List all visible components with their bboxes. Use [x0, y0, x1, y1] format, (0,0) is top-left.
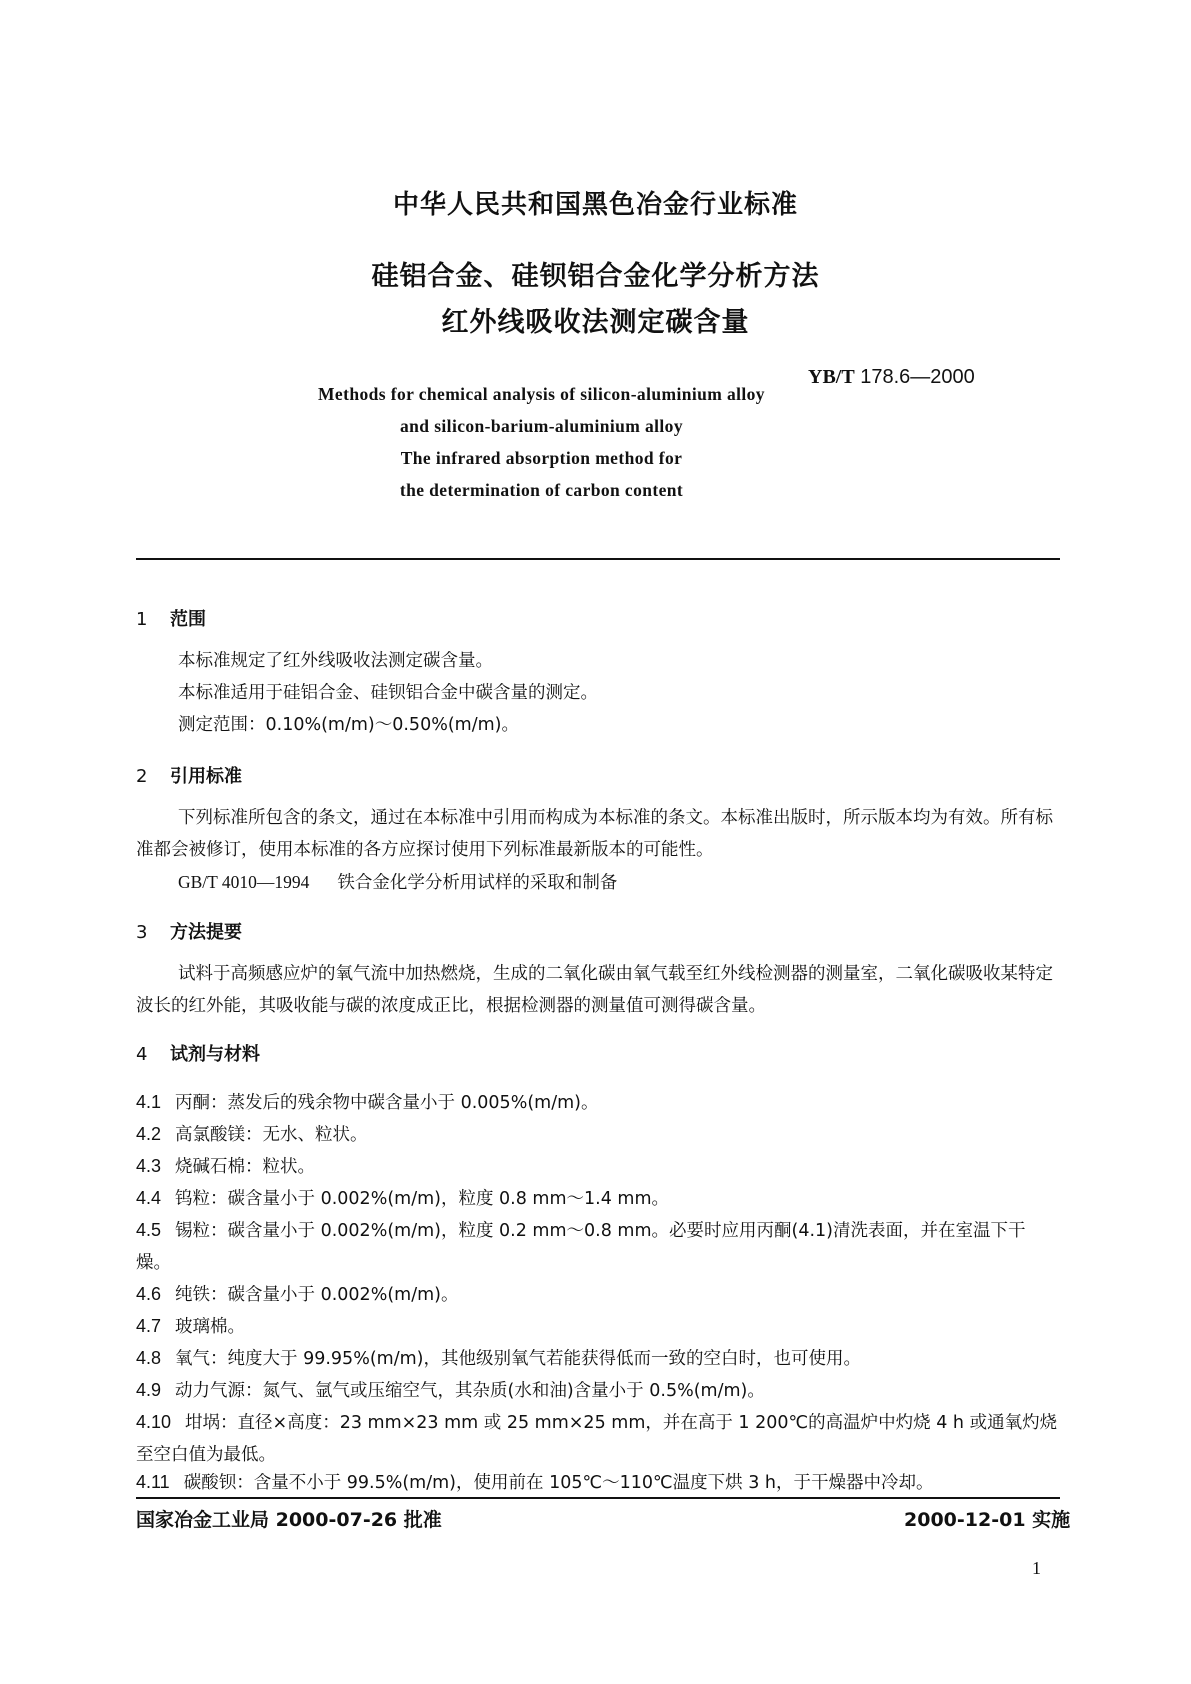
list-item: 4.3 烧碱石棉：粒状。 [136, 1156, 316, 1177]
list-item: 4.1 丙酮：蒸发后的残余物中碳含量小于 0.005%(m/m)。 [136, 1092, 599, 1113]
section-3-paragraph [136, 958, 1060, 1022]
section-3-heading [136, 918, 242, 944]
en-title-line-4: the determination of carbon content [399, 480, 684, 500]
list-item: 4.9 动力气源：氮气、氩气或压缩空气，其杂质(水和油)含量小于 0.5%(m/m)。 [136, 1380, 765, 1401]
section-1-paragraph-3: 测定范围：0.10%(m/m)～0.50%(m/m)。 [178, 715, 519, 735]
section-1-paragraph-2: 本标准适用于硅铝合金、硅钡铝合金中碳含量的测定。 [178, 683, 598, 703]
section-4-heading [136, 1040, 260, 1066]
section-4-title: 试剂与材料 [170, 1044, 260, 1065]
list-item: 4.6 纯铁：碳含量小于 0.002%(m/m)。 [136, 1284, 459, 1305]
section-2-number: 2 [136, 766, 148, 787]
list-item: 4.8 氧气：纯度大于 99.95%(m/m)，其他级别氧气若能获得低而一致的空白时，也可使用。 [136, 1348, 861, 1369]
section-3-number: 3 [136, 922, 148, 943]
footer-divider [136, 1497, 1060, 1499]
standard-category-title: 中华人民共和国黑色冶金行业标准 [392, 190, 798, 220]
section-1-number: 1 [136, 609, 148, 630]
header-divider [136, 558, 1060, 560]
list-item: 4.5 锡粒：碳含量小于 0.002%(m/m)，粒度 0.2 mm～0.8 mm。必要时应用丙酮(4.1)清洗表面，并在室温下干燥。 [136, 1220, 1026, 1273]
section-3-title: 方法提要 [170, 922, 242, 943]
section-3-paragraph-text: 试料于高频感应炉的氧气流中加热燃烧，生成的二氧化碳由氧气载至红外线检测器的测量室，二氧化碳吸收某特定波长的红外能，其吸收能与碳的浓度成正比，根据检测器的测量值可测得碳含量。 [136, 964, 1053, 1016]
reference-title: 铁合金化学分析用试样的采取和制备 [337, 873, 618, 893]
en-title-line-2: and silicon-barium-aluminium alloy [400, 416, 683, 436]
standard-code-prefix: YB/T [808, 366, 855, 388]
implementation-date: 2000-12-01 实施 [904, 1509, 1071, 1531]
list-item: 4.2 高氯酸镁：无水、粒状。 [136, 1124, 368, 1145]
section-1-paragraph-1: 本标准规定了红外线吸收法测定碳含量。 [178, 651, 493, 671]
section-4-number: 4 [136, 1044, 148, 1065]
list-item: 4.11 碳酸钡：含量不小于 99.5%(m/m)，使用前在 105℃～110℃温度下烘 3 h，于干燥器中冷却。 [136, 1472, 934, 1493]
reference-code: GB/T 4010—1994 [178, 872, 310, 892]
approval-text: 国家冶金工业局 2000-07-26 批准 [136, 1509, 442, 1531]
page-number: 1 [1032, 1558, 1041, 1578]
cn-title-line-2: 红外线吸收法测定碳含量 [441, 307, 750, 338]
standard-code-number: 178.6—2000 [860, 366, 975, 388]
cn-title-line-1: 硅铝合金、硅钡铝合金化学分析方法 [371, 261, 820, 292]
section-2-title: 引用标准 [170, 766, 242, 787]
section-2-paragraph-text: 下列标准所包含的条文，通过在本标准中引用而构成为本标准的条文。本标准出版时，所示版本均为有效。所有标准都会被修订，使用本标准的各方应探讨使用下列标准最新版本的可能性。 [136, 808, 1053, 860]
list-item: 4.10 坩埚：直径×高度：23 mm×23 mm 或 25 mm×25 mm，并在高于 1 200℃的高温炉中灼烧 4 h 或通氧灼烧至空白值为最低。 [136, 1412, 1058, 1465]
section-2-reference [178, 866, 617, 899]
section-1-title: 范围 [170, 609, 206, 630]
en-title-line-1: Methods for chemical analysis of silicon-aluminium alloy [318, 384, 765, 404]
en-title-line-3: The infrared absorption method for [400, 448, 683, 468]
list-item: 4.4 钨粒：碳含量小于 0.002%(m/m)，粒度 0.8 mm～1.4 mm。 [136, 1188, 670, 1209]
list-item: 4.7 玻璃棉。 [136, 1316, 246, 1337]
section-2-heading [136, 762, 242, 788]
section-1-heading [136, 605, 206, 631]
section-2-paragraph [136, 802, 1060, 866]
